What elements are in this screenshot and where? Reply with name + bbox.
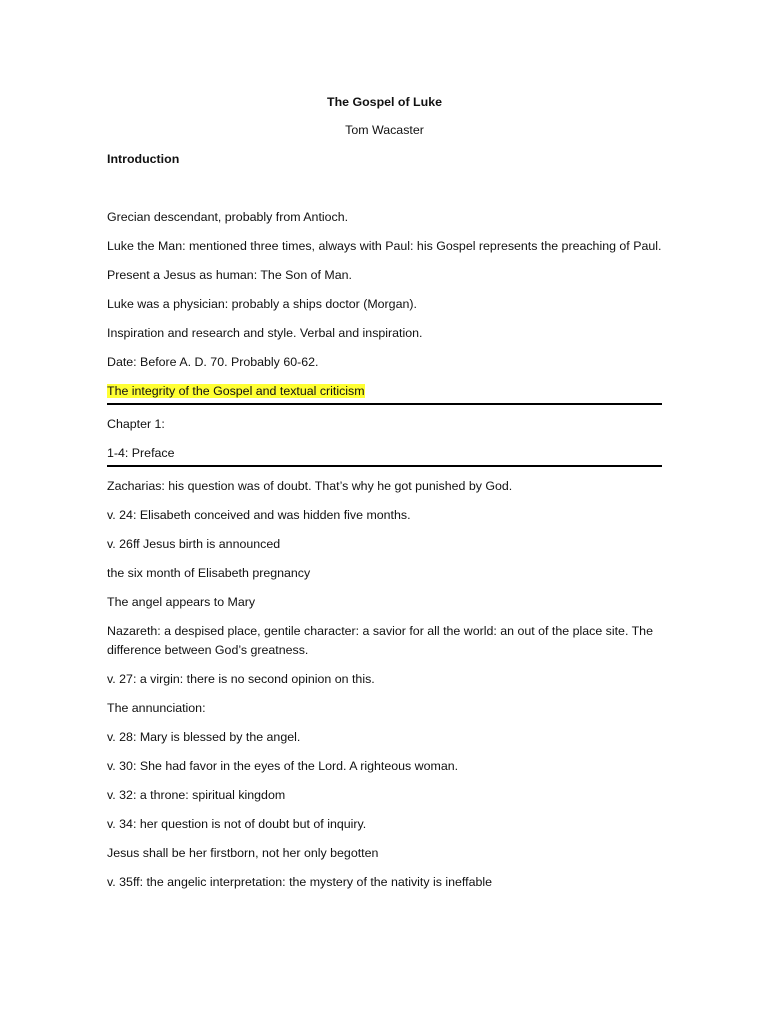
chapter-paragraph: v. 26ff Jesus birth is announced [107, 537, 281, 551]
intro-paragraph: Luke the Man: mentioned three times, always with Paul: his Gospel represents the preaching of Paul. [107, 239, 662, 253]
chapter-paragraph: v. 28: Mary is blessed by the angel. [107, 730, 301, 744]
highlighted-heading-block [107, 382, 662, 405]
document-title: The Gospel of Luke [327, 95, 442, 109]
chapter-paragraph: Nazareth: a despised place, gentile character: a savior for all the world: an out of the place site. The difference between God’s greatness. [107, 624, 653, 657]
chapter-paragraph: v. 30: She had favor in the eyes of the Lord. A righteous woman. [107, 759, 459, 773]
chapter-paragraph: v. 32: a throne: spiritual kingdom [107, 788, 286, 802]
chapter-paragraph: Zacharias: his question was of doubt. That’s why he got punished by God. [107, 479, 513, 493]
intro-paragraph: Luke was a physician: probably a ships doctor (Morgan). [107, 297, 417, 311]
chapter-paragraph: v. 34: her question is not of doubt but of inquiry. [107, 817, 367, 831]
chapter-paragraph: Jesus shall be her firstborn, not her only begotten [107, 846, 379, 860]
chapter-paragraph: v. 27: a virgin: there is no second opinion on this. [107, 672, 375, 686]
intro-paragraph: Date: Before A. D. 70. Probably 60-62. [107, 355, 319, 369]
intro-paragraph: Inspiration and research and style. Verbal and inspiration. [107, 326, 423, 340]
chapter-paragraph: The angel appears to Mary [107, 595, 256, 609]
preface-label: 1-4: Preface [107, 446, 175, 460]
section-heading-introduction: Introduction [107, 152, 180, 166]
document-body [107, 93, 662, 902]
chapter-paragraph: The annunciation: [107, 701, 206, 715]
chapter-paragraph: v. 24: Elisabeth conceived and was hidden five months. [107, 508, 411, 522]
document-author: Tom Wacaster [345, 123, 424, 137]
chapter-paragraph: v. 35ff: the angelic interpretation: the mystery of the nativity is ineffable [107, 875, 493, 889]
highlighted-heading: The integrity of the Gospel and textual criticism [107, 384, 365, 398]
preface-label-block [107, 444, 662, 467]
chapter-paragraph: the six month of Elisabeth pregnancy [107, 566, 311, 580]
intro-paragraph: Present a Jesus as human: The Son of Man. [107, 268, 352, 282]
intro-paragraph: Grecian descendant, probably from Antioch. [107, 210, 349, 224]
chapter-label: Chapter 1: [107, 417, 165, 431]
